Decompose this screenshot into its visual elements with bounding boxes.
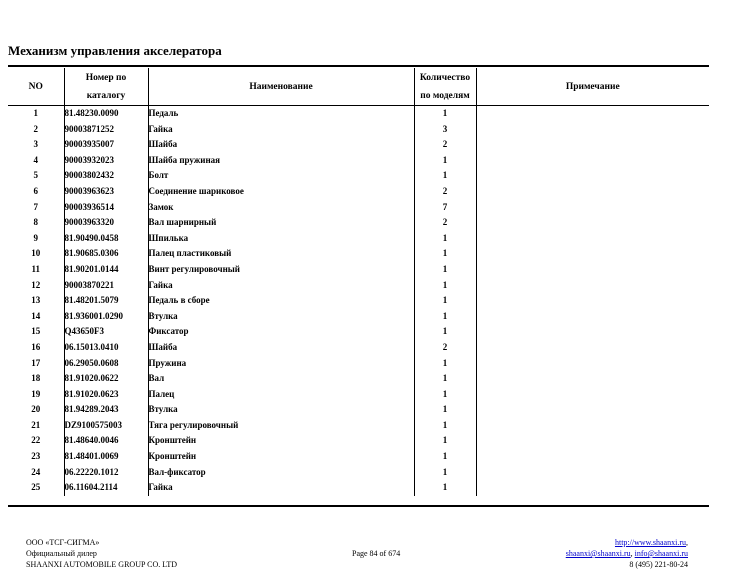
cell-part-name: Вал-фиксатор — [148, 465, 414, 481]
table-row — [8, 433, 709, 449]
cell-note — [476, 449, 709, 465]
page-title: Механизм управления акселератора — [8, 43, 222, 58]
cell-note — [476, 324, 709, 340]
cell-no: 20 — [31, 404, 41, 415]
table-row — [8, 418, 709, 434]
cell-part-name: Палец пластиковый — [148, 246, 414, 262]
cell-quantity: 1 — [414, 480, 476, 496]
cell-part-name: Гайка — [148, 278, 414, 294]
cell-part-name: Гайка — [148, 122, 414, 138]
cell-note — [476, 200, 709, 216]
cell-quantity: 2 — [414, 184, 476, 200]
table-row — [8, 465, 709, 481]
email-link-info[interactable]: info@shaanxi.ru — [634, 549, 688, 558]
cell-catalog-number: 81.48201.5079 — [64, 293, 148, 309]
cell-quantity: 1 — [414, 356, 476, 372]
cell-quantity: 1 — [414, 433, 476, 449]
cell-no: 21 — [31, 419, 41, 430]
cell-part-name: Тяга регулировочный — [148, 418, 414, 434]
col-header-no: NO — [8, 68, 64, 106]
cell-no: 13 — [31, 295, 41, 306]
cell-catalog-number: 90003935007 — [64, 137, 148, 153]
footer-right — [566, 537, 688, 570]
cell-note — [476, 356, 709, 372]
cell-no: 6 — [33, 185, 38, 196]
cell-no: 7 — [33, 201, 38, 212]
cell-note — [476, 480, 709, 496]
cell-catalog-number: 81.48401.0069 — [64, 449, 148, 465]
cell-quantity: 1 — [414, 309, 476, 325]
cell-catalog-number: 81.48230.0090 — [64, 106, 148, 122]
cell-catalog-number: 81.91020.0623 — [64, 387, 148, 403]
email-link-shaanxi[interactable]: shaanxi@shaanxi.ru — [565, 549, 631, 558]
cell-part-name: Шайба — [148, 340, 414, 356]
table-row — [8, 480, 709, 496]
cell-no: 4 — [33, 154, 38, 165]
cell-note — [476, 122, 709, 138]
cell-note — [476, 231, 709, 247]
cell-part-name: Втулка — [148, 402, 414, 418]
col-header-qty — [414, 68, 476, 106]
cell-catalog-number: 81.91020.0622 — [64, 371, 148, 387]
cell-part-name: Соединение шариковое — [148, 184, 414, 200]
cell-no: 22 — [31, 435, 41, 446]
cell-note — [476, 465, 709, 481]
cell-quantity: 1 — [414, 418, 476, 434]
cell-no: 3 — [33, 139, 38, 150]
cell-quantity: 1 — [414, 449, 476, 465]
cell-quantity: 1 — [414, 246, 476, 262]
col-header-catalog-line2: каталогу — [86, 90, 126, 101]
cell-catalog-number: 90003963623 — [64, 184, 148, 200]
cell-catalog-number: 90003871252 — [64, 122, 148, 138]
cell-note — [476, 153, 709, 169]
cell-quantity: 1 — [414, 168, 476, 184]
cell-catalog-number: 06.22220.1012 — [64, 465, 148, 481]
cell-catalog-number: 90003936514 — [64, 200, 148, 216]
cell-part-name: Втулка — [148, 309, 414, 325]
cell-catalog-number: Q43650F3 — [64, 324, 148, 340]
table-row — [8, 262, 709, 278]
table-row — [8, 246, 709, 262]
cell-note — [476, 278, 709, 294]
cell-catalog-number: 90003932023 — [64, 153, 148, 169]
cell-catalog-number: 81.936001.0290 — [64, 309, 148, 325]
cell-note — [476, 293, 709, 309]
parts-table-body — [8, 106, 709, 496]
table-row — [8, 387, 709, 403]
cell-note — [476, 246, 709, 262]
cell-catalog-number: 81.90201.0144 — [64, 262, 148, 278]
cell-no: 15 — [31, 326, 41, 337]
table-row — [8, 137, 709, 153]
cell-no: 1 — [33, 108, 38, 118]
cell-quantity: 1 — [414, 231, 476, 247]
cell-quantity: 1 — [414, 402, 476, 418]
cell-note — [476, 387, 709, 403]
table-row — [8, 449, 709, 465]
footer-left — [26, 537, 177, 570]
cell-quantity: 7 — [414, 200, 476, 216]
cell-part-name: Замок — [148, 200, 414, 216]
cell-note — [476, 402, 709, 418]
table-row — [8, 153, 709, 169]
cell-quantity: 2 — [414, 137, 476, 153]
cell-no: 23 — [31, 451, 41, 462]
cell-quantity: 1 — [414, 278, 476, 294]
cell-note — [476, 184, 709, 200]
cell-part-name: Вал — [148, 371, 414, 387]
table-row — [8, 168, 709, 184]
cell-part-name: Шайба пружиная — [148, 153, 414, 169]
cell-quantity: 2 — [414, 340, 476, 356]
cell-no: 18 — [31, 373, 41, 384]
website-suffix: , — [686, 538, 688, 547]
cell-no: 14 — [31, 310, 41, 321]
cell-no: 17 — [31, 357, 41, 368]
table-row — [8, 309, 709, 325]
cell-part-name: Шпилька — [148, 231, 414, 247]
col-header-catalog — [64, 68, 148, 106]
cell-note — [476, 168, 709, 184]
table-row — [8, 356, 709, 372]
cell-quantity: 3 — [414, 122, 476, 138]
cell-no: 11 — [31, 263, 40, 274]
cell-part-name: Вал шарнирный — [148, 215, 414, 231]
cell-part-name: Кронштейн — [148, 433, 414, 449]
table-header-row — [8, 68, 709, 106]
table-row — [8, 231, 709, 247]
cell-catalog-number: 81.90490.0458 — [64, 231, 148, 247]
table-row — [8, 184, 709, 200]
website-link[interactable]: http://www.shaanxi.ru — [614, 538, 686, 547]
table-row — [8, 200, 709, 216]
cell-quantity: 1 — [414, 262, 476, 278]
cell-catalog-number: 06.11604.2114 — [64, 480, 148, 496]
cell-catalog-number: 90003870221 — [64, 278, 148, 294]
cell-quantity: 1 — [414, 106, 476, 122]
cell-no: 24 — [31, 466, 41, 477]
cell-no: 12 — [31, 279, 41, 290]
footer-phone: 8 (495) 221-80-24 — [629, 560, 688, 569]
cell-note — [476, 433, 709, 449]
cell-part-name: Гайка — [148, 480, 414, 496]
cell-note — [476, 262, 709, 278]
table-row — [8, 293, 709, 309]
table-row — [8, 122, 709, 138]
cell-catalog-number: 06.29050.0608 — [64, 356, 148, 372]
table-row — [8, 371, 709, 387]
cell-part-name: Винт регулировочный — [148, 262, 414, 278]
parts-table — [8, 68, 709, 496]
cell-note — [476, 371, 709, 387]
col-header-note: Примечание — [476, 68, 709, 106]
cell-catalog-number: 06.15013.0410 — [64, 340, 148, 356]
table-row — [8, 324, 709, 340]
bottom-rule — [8, 505, 709, 507]
cell-no: 25 — [31, 482, 41, 493]
cell-quantity: 1 — [414, 371, 476, 387]
table-row — [8, 106, 709, 122]
cell-note — [476, 418, 709, 434]
top-rule — [8, 65, 709, 67]
cell-no: 5 — [33, 170, 38, 181]
cell-catalog-number: 90003963320 — [64, 215, 148, 231]
footer-dealer: Официальный дилер — [26, 549, 97, 558]
cell-note — [476, 106, 709, 122]
cell-note — [476, 215, 709, 231]
cell-note — [476, 340, 709, 356]
table-row — [8, 340, 709, 356]
cell-note — [476, 137, 709, 153]
cell-catalog-number: DZ9100575003 — [64, 418, 148, 434]
cell-no: 16 — [31, 341, 41, 352]
cell-quantity: 1 — [414, 153, 476, 169]
cell-no: 2 — [33, 123, 38, 134]
page-number: Page 84 of 674 — [352, 549, 401, 558]
col-header-catalog-line1: Номер по — [85, 72, 127, 83]
cell-part-name: Кронштейн — [148, 449, 414, 465]
table-row — [8, 402, 709, 418]
cell-catalog-number: 90003802432 — [64, 168, 148, 184]
cell-part-name: Педаль в сборе — [148, 293, 414, 309]
cell-catalog-number: 81.90685.0306 — [64, 246, 148, 262]
cell-quantity: 1 — [414, 324, 476, 340]
footer-manufacturer: SHAANXI AUTOMOBILE GROUP CO. LTD — [26, 560, 178, 569]
cell-no: 9 — [33, 232, 38, 243]
cell-quantity: 1 — [414, 387, 476, 403]
table-row — [8, 215, 709, 231]
col-header-qty-line2: по моделям — [420, 90, 470, 101]
cell-no: 19 — [31, 388, 41, 399]
col-header-qty-line1: Количество — [419, 72, 471, 83]
cell-part-name: Фиксатор — [148, 324, 414, 340]
footer-company: ООО «ТСГ-СИГМА» — [26, 538, 100, 547]
cell-catalog-number: 81.94289.2043 — [64, 402, 148, 418]
table-row — [8, 278, 709, 294]
cell-quantity: 1 — [414, 465, 476, 481]
cell-no: 10 — [31, 248, 41, 259]
cell-part-name: Пружина — [148, 356, 414, 372]
cell-part-name: Болт — [148, 168, 414, 184]
cell-part-name: Педаль — [148, 106, 414, 122]
cell-quantity: 2 — [414, 215, 476, 231]
cell-part-name: Шайба — [148, 137, 414, 153]
col-header-name: Наименование — [148, 68, 414, 106]
cell-no: 8 — [33, 217, 38, 228]
cell-part-name: Палец — [148, 387, 414, 403]
cell-note — [476, 309, 709, 325]
cell-quantity: 1 — [414, 293, 476, 309]
email-separator: , — [630, 549, 635, 558]
cell-catalog-number: 81.48640.0046 — [64, 433, 148, 449]
